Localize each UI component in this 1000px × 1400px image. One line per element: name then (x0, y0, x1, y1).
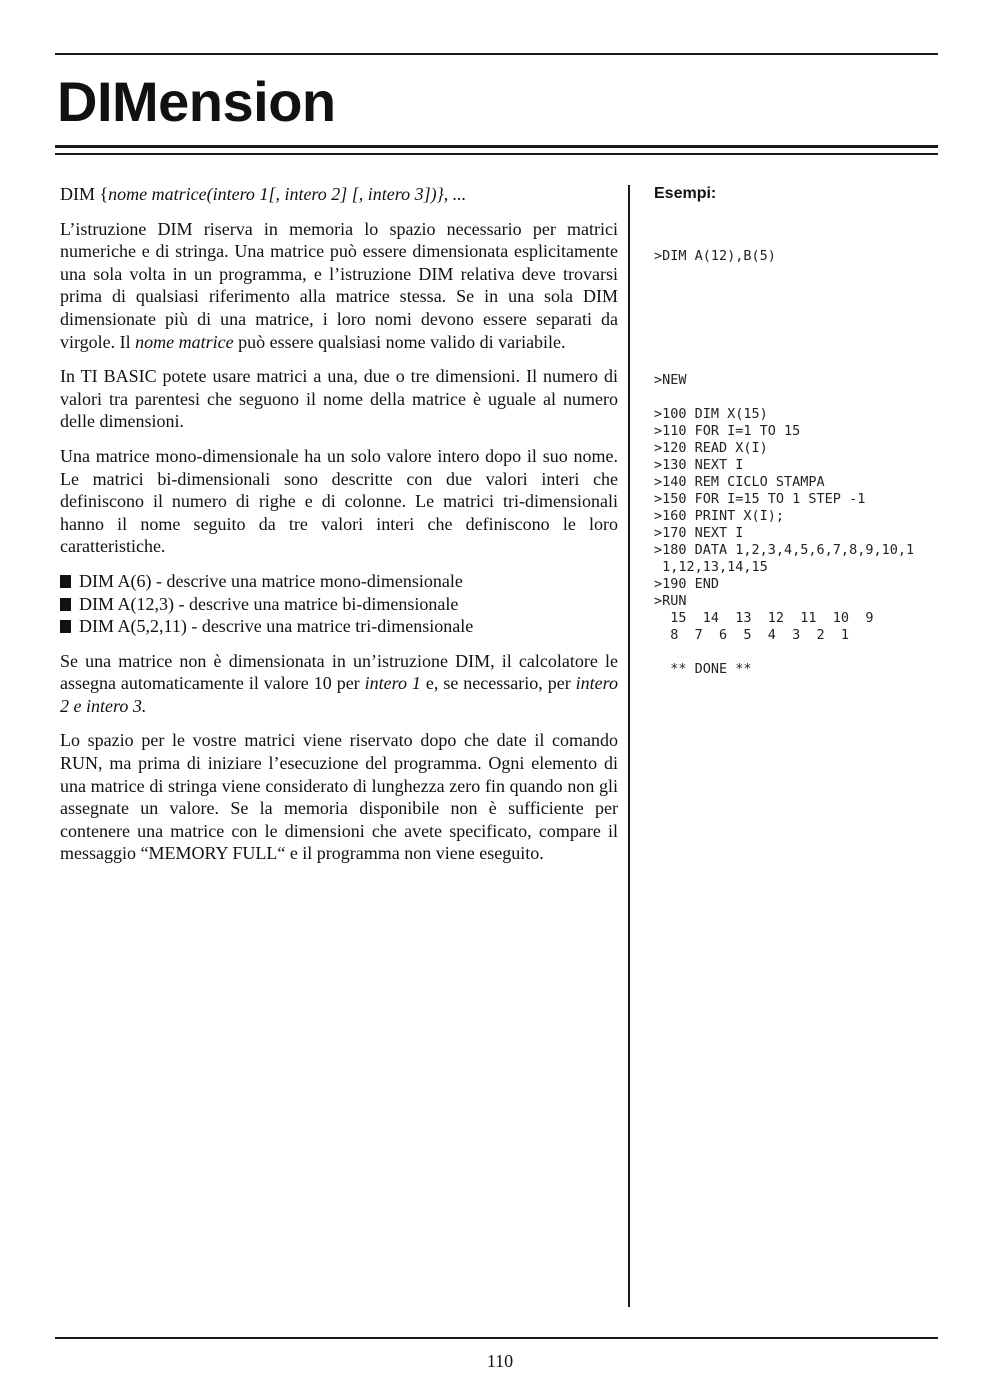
code-example-program: >NEW >100 DIM X(15) >110 FOR I=1 TO 15 >120 READ X(I) >130 NEXT I >140 REM CICLO STAMPA >150 FOR I=15 TO 1 STEP -1 >160 PRINT X(I); >170 NEXT I >180 DATA 1,2,3,4,5,6,7,8,9,10,1 1,12,13,14,15 >190 END >RUN 15 14 13 12 11 10 9 8 7 6 5 4 3 2 1 ** DONE ** (654, 372, 915, 677)
syntax-keyword: DIM { (60, 184, 109, 204)
list-item-text: DIM A(12,3) - descrive una matrice bi-dimensionale (79, 593, 459, 614)
syntax-part: 1 (259, 184, 269, 204)
square-bullet-icon (60, 575, 71, 588)
list-item-text: DIM A(6) - descrive una matrice mono-dimensionale (79, 570, 463, 591)
code-example-dim: >DIM A(12),B(5) (654, 248, 776, 264)
text-italic: nome matrice (135, 331, 234, 352)
title-rule-thin (55, 153, 938, 155)
page-number: 110 (486, 1351, 514, 1371)
main-text-column (60, 183, 618, 877)
syntax-part: ])}, ... (423, 184, 467, 204)
examples-heading: Esempi: (654, 185, 717, 202)
title-rule-thick (55, 145, 938, 148)
list-item (60, 615, 618, 638)
list-item-text: DIM A(5,2,11) - descrive una matrice tri-dimensionale (79, 616, 474, 637)
paragraph-matrix-types: Una matrice mono-dimensionale ha un solo valore intero dopo il suo nome. Le matrici bi-dimensionali sono descritte con due valori interi che definiscono il numero di righe e di colonne. Le matrici tri-dimensionali hanno il nome seguito da tre valori interi che definiscono le loro caratteristiche. (60, 445, 618, 557)
text-run: Se una matrice non è dimensionata in un’istruzione DIM, il calcolatore le assegna automaticamente il valore 10 per (60, 650, 618, 694)
list-item (60, 593, 618, 616)
syntax-line (60, 183, 618, 206)
top-rule (55, 53, 938, 55)
examples-column (654, 183, 954, 677)
paragraph-memory: Lo spazio per le vostre matrici viene riservato dopo che date il comando RUN, ma prima di iniziare l’esecuzione del programma. Ogni elemento di una matrice di stringa viene considerato di lunghezza zero fin quando non gli assegnate un valore. Se la memoria disponibile non è sufficiente per contenere una matrice con le dimensioni che avete specificato, compare il messaggio “MEMORY FULL“ e il programma non viene eseguito. (60, 730, 618, 864)
column-divider (628, 185, 630, 1307)
paragraph-intro (60, 218, 618, 354)
text-run: e, se necessario, per (420, 673, 576, 694)
list-item (60, 570, 618, 593)
page-title: DIMension (57, 70, 336, 133)
text-italic: intero 2 e intero 3. (60, 673, 618, 716)
syntax-part: nome matrice(intero (108, 184, 260, 204)
paragraph-dimensions: In TI BASIC potete usare matrici a una, due o tre dimensioni. Il numero di valori tra parentesi che seguono il nome della matrice è uguale al numero delle dimensioni. (60, 366, 618, 432)
square-bullet-icon (60, 598, 71, 611)
text-run: L’istruzione DIM riserva in memoria lo spazio necessario per matrici numeriche e di stringa. Una matrice può essere dimensionata esplicitamente una sola volta in un programma, e l’istruzione DIM relativa deve trovarsi prima di qualsiasi riferimento alla matrice stessa. Se in una sola DIM dimensionate più di una matrice, i loro nomi devono essere separati da virgole. Il (60, 218, 618, 352)
text-italic: intero 1 (364, 673, 421, 694)
text-run: può essere qualsiasi nome valido di variabile. (233, 331, 566, 352)
paragraph-default (60, 650, 618, 718)
example-list (60, 570, 618, 638)
syntax-part: [, intero 2] [, intero 3 (268, 184, 424, 204)
bottom-rule (55, 1337, 938, 1339)
square-bullet-icon (60, 620, 71, 633)
